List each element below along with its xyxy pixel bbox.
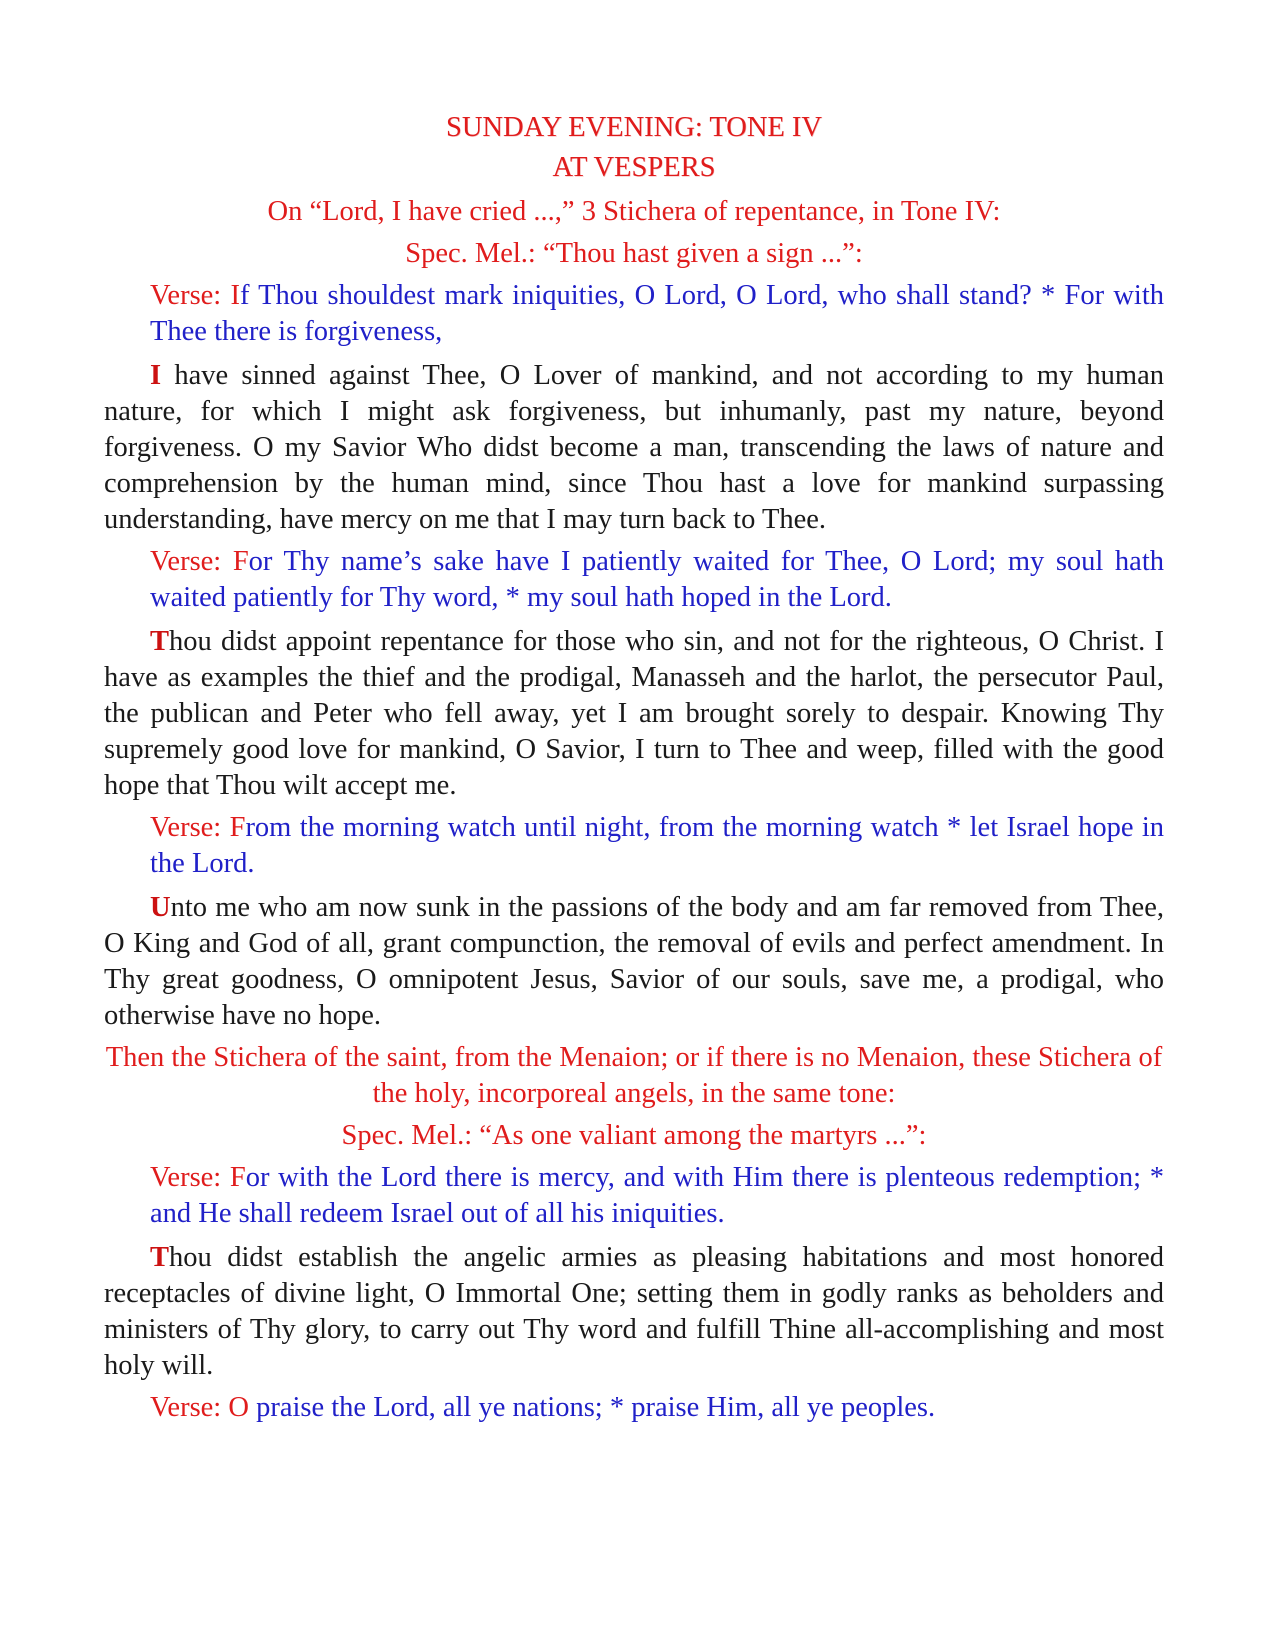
verse-label: Verse: [150,1162,230,1193]
verse-2 [104,544,1164,616]
verse-4 [104,1160,1164,1232]
verse-initial: F [229,812,246,843]
stichera-initial: T [150,626,170,657]
verse-text: or Thy name’s sake have I patiently waited for Thee, O Lord; my soul hath waited patiently for Thy word, * my soul hath hoped in the Lord. [150,546,1164,613]
stichera-initial: I [150,360,162,391]
stichera-text: hou didst appoint repentance for those who sin, and not for the righteous, O Christ. I have as examples the thief and the prodigal, Manasseh and the harlot, the persecutor Paul, the publican and Peter who fell away, yet I am brought sorely to despair. Knowing Thy supremely good love for mankind, O Savior, I turn to Thee and weep, filled with the good hope that Thou wilt accept me. [104,626,1164,801]
verse-label: Verse: [150,546,233,577]
verse-5 [104,1390,1164,1426]
verse-text: or with the Lord there is mercy, and with Him there is plenteous redemption; * and He shall redeem Israel out of all his iniquities. [150,1162,1164,1229]
verse-label: Verse: [150,280,231,311]
stichera-initial: T [150,1242,170,1273]
stichera-initial: U [150,892,171,923]
stichera-3 [104,890,1164,1034]
page-title-line-2: AT VESPERS [552,152,716,183]
stichera-2 [104,624,1164,804]
verse-initial: I [230,280,240,311]
verse-1 [104,278,1164,350]
stichera-text: nto me who am now sunk in the passions of the body and am far removed from Thee, O King and God of all, grant compunction, the removal of evils and perfect amendment. In Thy great goodness, O omnipotent Jesus, Savior of our souls, save me, a prodigal, who otherwise have no hope. [104,892,1164,1031]
special-melody-1: Spec. Mel.: “Thou hast given a sign ...”: [405,238,863,269]
verse-text: rom the morning watch until night, from the morning watch * let Israel hope in the Lord. [150,812,1164,879]
rubric-saint-stichera: Then the Stichera of the saint, from the Menaion; or if there is no Menaion, these Stichera of the holy, incorporeal angels, in the same tone: [105,1042,1163,1109]
stichera-text: hou didst establish the angelic armies as pleasing habitations and most honored receptacles of divine light, O Immortal One; setting them in godly ranks as beholders and ministers of Thy glory, to carry out Thy word and fulfill Thine all-accomplishing and most holy will. [104,1242,1164,1381]
verse-text: f Thou shouldest mark iniquities, O Lord, O Lord, who shall stand? * For with Thee there is forgiveness, [150,280,1164,347]
stichera-4 [104,1240,1164,1384]
document-page [104,108,1164,1426]
page-title-line-1: SUNDAY EVENING: TONE IV [445,112,823,143]
verse-label: Verse: [150,1392,229,1423]
verse-text: praise the Lord, all ye nations; * praise Him, all ye peoples. [248,1392,936,1423]
rubric-lord-i-have-cried: On “Lord, I have cried ...,” 3 Stichera of repentance, in Tone IV: [267,196,1001,227]
verse-initial: F [229,1162,246,1193]
verse-label: Verse: [150,812,230,843]
verse-initial: O [228,1392,249,1423]
stichera-text: have sinned against Thee, O Lover of mankind, and not according to my human nature, for which I might ask forgiveness, but inhumanly, past my nature, beyond forgiveness. O my Savior Who didst become a man, transcending the laws of nature and comprehension by the human mind, since Thou hast a love for mankind surpassing understanding, have mercy on me that I may turn back to Thee. [104,360,1164,535]
verse-3 [104,810,1164,882]
stichera-1 [104,358,1164,538]
special-melody-2: Spec. Mel.: “As one valiant among the martyrs ...”: [341,1120,927,1151]
verse-initial: F [232,546,249,577]
